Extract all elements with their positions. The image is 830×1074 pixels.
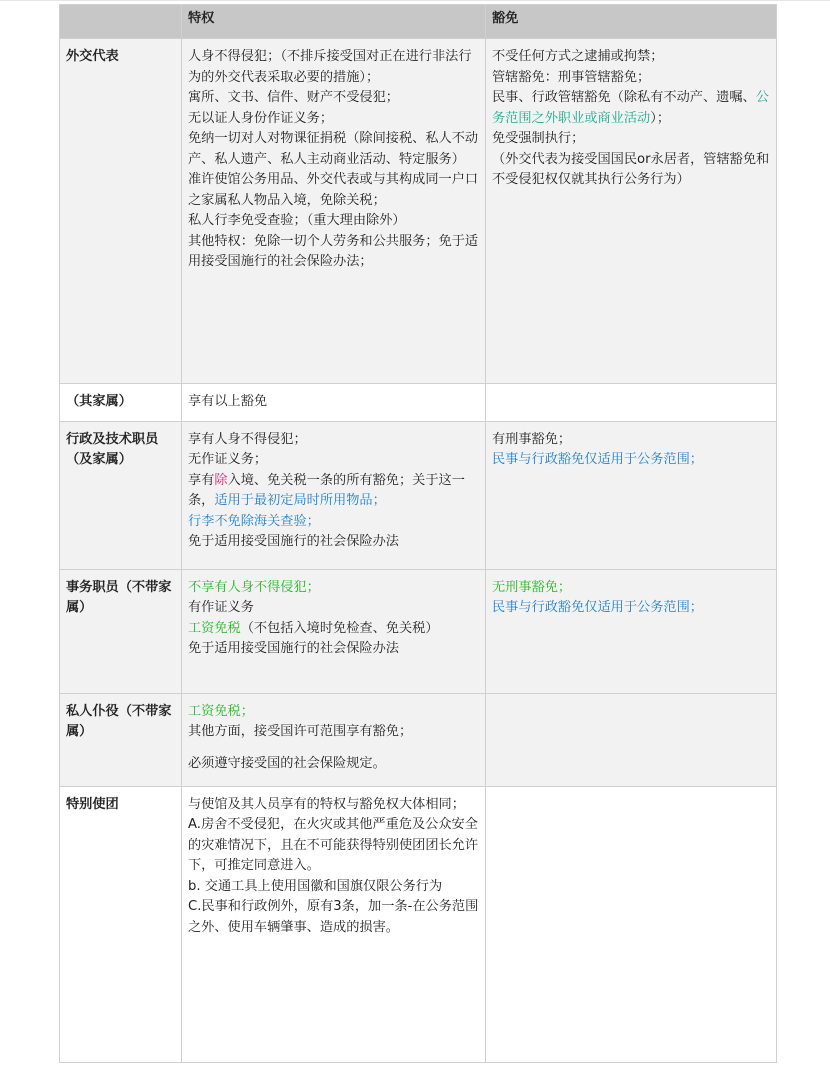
row-privileges	[182, 693, 486, 786]
cell-line	[188, 232, 479, 273]
cell-line	[492, 450, 770, 471]
cell-line	[188, 639, 479, 660]
cell-line	[188, 722, 479, 743]
cell-line	[188, 88, 479, 109]
cell-line	[492, 578, 770, 599]
cell-text: 免受强制执行；	[492, 131, 585, 146]
row-immunities	[486, 39, 777, 384]
privileges-immunities-table	[59, 4, 777, 1063]
row-immunities	[486, 384, 777, 422]
table-row	[60, 569, 777, 693]
cell-text: 公务范围之外职业或商业活动	[492, 90, 769, 126]
cell-text: 工资免税；	[188, 703, 254, 719]
cell-text: 免于适用接受国施行的社会保险办法	[188, 641, 399, 656]
header-immunities: 豁免	[486, 5, 777, 39]
cell-line	[492, 47, 770, 68]
row-privileges	[182, 39, 486, 384]
cell-text: 除	[214, 472, 228, 488]
cell-line	[492, 598, 770, 619]
table-body	[60, 39, 777, 1063]
cell-text: 享有	[188, 472, 215, 488]
cell-line	[492, 129, 770, 150]
row-immunities	[486, 693, 777, 786]
cell-line	[188, 619, 479, 640]
cell-text: 有作证义务	[188, 600, 254, 615]
row-category: 行政及技术职员（及家属）	[60, 421, 182, 569]
row-immunities	[486, 786, 777, 1062]
cell-text: 享有人身不得侵犯；	[188, 431, 307, 447]
cell-line	[188, 430, 479, 451]
cell-text: 人身不得侵犯；（不排斥接受国对正在进行非法行为的外交代表采取必要的措施）；	[188, 49, 472, 85]
cell-line	[188, 211, 479, 232]
cell-text: 必须遵守接受国的社会保险规定。	[188, 755, 386, 771]
cell-line	[188, 598, 479, 619]
table-row	[60, 421, 777, 569]
cell-line	[188, 170, 479, 211]
cell-text: 寓所、文书、信件、财产不受侵犯；	[188, 90, 399, 105]
cell-text: A.房舍不受侵犯，在火灾或其他严重危及公众安全的灾难情况下，且在不可能获得特别使团团长允许下，可推定同意进入。	[188, 817, 479, 873]
cell-text: 有刑事豁免；	[492, 431, 572, 447]
cell-text: 免纳一切对人对物课征捐税（除间接税、私人不动产、私人遗产、私人主动商业活动、特定服务）	[188, 131, 479, 167]
row-privileges	[182, 786, 486, 1062]
top-divider	[0, 0, 830, 1]
cell-line	[188, 129, 479, 170]
cell-line	[188, 47, 479, 88]
cell-text: 民事与行政豁免仅适用于公务范围；	[492, 600, 703, 615]
row-category: （其家属）	[60, 384, 182, 422]
cell-line	[188, 815, 479, 877]
cell-text: 工资免税	[188, 620, 241, 636]
cell-line	[188, 578, 479, 599]
row-immunities	[486, 569, 777, 693]
table-header-row	[60, 5, 777, 39]
cell-text: 无以证人身份作证义务；	[188, 110, 334, 126]
table-row	[60, 693, 777, 786]
cell-line	[188, 795, 479, 816]
cell-line	[188, 702, 479, 723]
header-privileges: 特权	[182, 5, 486, 39]
table-row	[60, 384, 777, 422]
cell-text: ）；	[650, 110, 671, 126]
cell-line	[188, 450, 479, 471]
cell-text: 不受任何方式之逮捕或拘禁；	[492, 49, 664, 64]
cell-line	[492, 88, 770, 129]
header-category	[60, 5, 182, 39]
row-category: 外交代表	[60, 39, 182, 384]
cell-text: （外交代表为接受国国民or永居者，管辖豁免和不受侵犯权仅就其执行公务行为）	[492, 151, 770, 187]
cell-line	[492, 150, 770, 191]
cell-text: （不包括入境时免检查、免关税）	[240, 620, 439, 636]
row-category: 特别使团	[60, 786, 182, 1062]
cell-text: 享有以上豁免	[188, 394, 268, 409]
cell-line	[188, 532, 479, 553]
cell-line	[492, 68, 770, 89]
row-privileges	[182, 421, 486, 569]
cell-line	[188, 877, 479, 898]
cell-text: 民事、行政管辖豁免（除私有不动产、遗嘱、	[492, 90, 756, 105]
cell-text: 管辖豁免：刑事管辖豁免；	[492, 69, 651, 85]
cell-text: 适用于最初定局时所用物品；	[214, 493, 386, 508]
cell-text: 与使馆及其人员享有的特权与豁免权大体相同；	[188, 796, 465, 812]
row-immunities	[486, 421, 777, 569]
cell-text: 入境、免关税一条的所有豁免；关于这一条，	[188, 472, 465, 508]
cell-line	[188, 109, 479, 130]
cell-line	[188, 392, 479, 413]
table-row	[60, 39, 777, 384]
row-privileges	[182, 384, 486, 422]
cell-line	[188, 512, 479, 533]
cell-text: 其他方面，接受国许可范围享有豁免；	[188, 724, 413, 739]
cell-line	[188, 897, 479, 938]
cell-text: 民事与行政豁免仅适用于公务范围；	[492, 452, 703, 467]
cell-text: b. 交通工具上使用国徽和国旗仅限公务行为	[188, 878, 443, 894]
row-category: 私人仆役（不带家属）	[60, 693, 182, 786]
table-row	[60, 786, 777, 1062]
cell-text: 其他特权：免除一切个人劳务和公共服务；免于适用接受国施行的社会保险办法；	[188, 233, 479, 269]
cell-text: 私人行李免受查验；（重大理由除外）	[188, 213, 406, 228]
cell-text: 不享有人身不得侵犯；	[188, 579, 320, 595]
row-privileges	[182, 569, 486, 693]
row-category: 事务职员（不带家属）	[60, 569, 182, 693]
cell-text: 无刑事豁免；	[492, 579, 572, 595]
cell-text: 准许使馆公务用品、外交代表或与其构成同一户口之家属私人物品入境，免除关税；	[188, 172, 479, 208]
cell-text: 免于适用接受国施行的社会保险办法	[188, 534, 399, 549]
cell-line	[188, 471, 479, 512]
cell-line	[188, 754, 479, 775]
cell-line	[492, 430, 770, 451]
cell-text: 行李不免除海关查验；	[188, 513, 320, 529]
cell-text: C.民事和行政例外，原有3条，加一条-在公务范围之外、使用车辆肇事、造成的损害。	[188, 899, 479, 935]
cell-text: 无作证义务；	[188, 452, 268, 467]
